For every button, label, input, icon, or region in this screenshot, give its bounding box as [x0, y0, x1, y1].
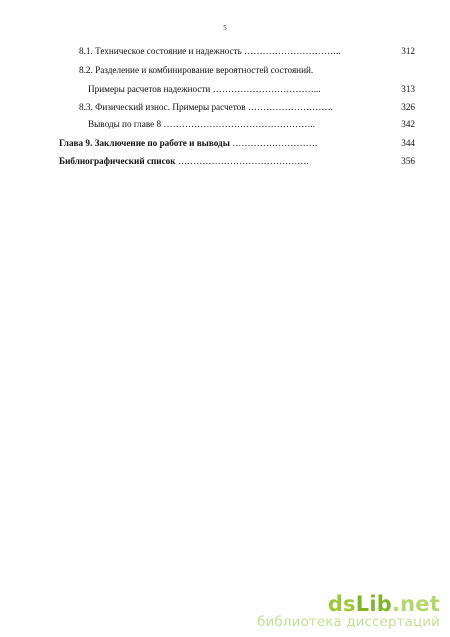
watermark-subtitle: библиотека диссертаций	[257, 613, 440, 630]
toc-page-number: 326	[401, 102, 415, 112]
toc-entry-title: Библиографический список	[59, 156, 176, 166]
toc-entry-title: 8.3. Физический износ. Примеры расчетов	[79, 102, 246, 112]
toc-entry-title: Выводы по главе 8	[88, 119, 162, 129]
toc-leader-dots: …………………………………….	[177, 156, 309, 166]
toc-page-number: 312	[401, 46, 415, 56]
watermark-logo: dsLib.net	[327, 591, 440, 616]
toc-entry-8-3	[79, 101, 333, 113]
toc-leader-dots: ……………………….	[232, 138, 318, 148]
toc-page-number: 344	[401, 138, 415, 148]
toc-entry-title: Примеры расчетов надежности	[88, 84, 211, 94]
page-number: 5	[223, 24, 227, 32]
toc-page-number: 313	[401, 84, 415, 94]
dslib-watermark	[257, 591, 440, 630]
toc-entry-8-1	[79, 45, 341, 57]
toc-entry-title: Глава 9. Заключение по работе и выводы	[59, 138, 230, 148]
toc-entry-8-2-continued	[88, 83, 321, 95]
toc-leader-dots: …………………………..	[244, 46, 341, 56]
toc-entry-bibliography	[59, 155, 309, 167]
toc-page-number: 342	[401, 119, 415, 129]
toc-entry-title: 8.2. Разделение и комбинирование вероятностей состояний.	[79, 65, 314, 75]
toc-entry-chapter-8-conclusions	[88, 118, 315, 130]
toc-entry-title: 8.1. Техническое состояние и надежность	[79, 46, 242, 56]
toc-entry-8-2	[79, 64, 313, 76]
toc-entry-chapter-9	[59, 137, 317, 149]
toc-page-number: 356	[401, 156, 415, 166]
toc-leader-dots: …………………………………………..	[163, 119, 315, 129]
toc-leader-dots: ……………………….	[247, 102, 333, 112]
toc-leader-dots: ……………………………...	[212, 84, 321, 94]
